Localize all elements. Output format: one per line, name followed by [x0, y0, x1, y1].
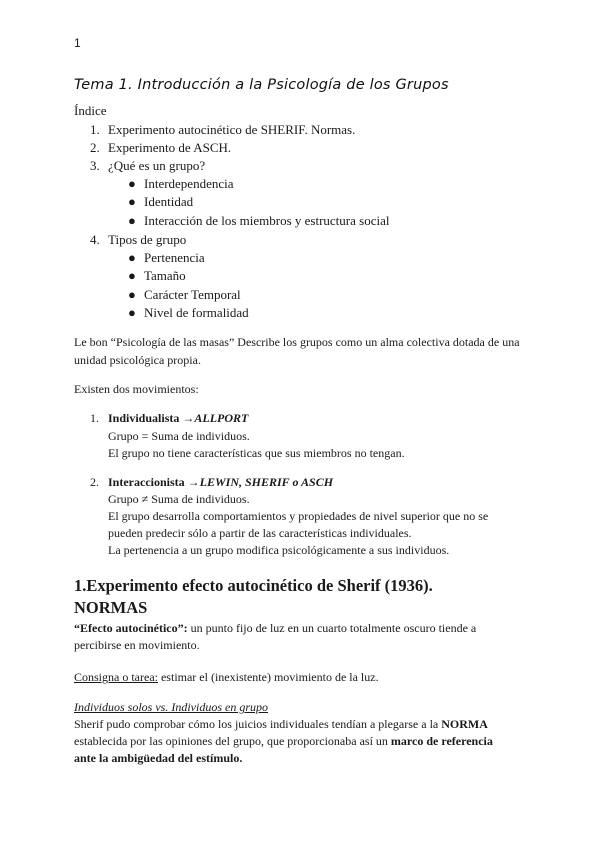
- index-item-3: 3. ¿Qué es un grupo?: [90, 158, 206, 173]
- movement-2-line: La pertenencia a un grupo modifica psicológicamente a sus individuos.: [108, 543, 450, 557]
- index-subitem: ● Tamaño: [128, 268, 186, 283]
- section-subheading: NORMAS: [74, 598, 148, 617]
- index-item-4: 4. Tipos de grupo: [90, 232, 187, 247]
- movement-2-line: pueden predecir sólo a partir de las características individuales.: [108, 526, 412, 540]
- paragraph-line-1: Sherif pudo comprobar cómo los juicios individuales tendían a plegarse a la NORMA: [74, 717, 488, 731]
- task-line: Consigna o tarea: estimar el (inexistente) movimiento de la luz.: [74, 670, 379, 684]
- movement-2-heading: 2. Interaccionista →LEWIN, SHERIF o ASCH: [90, 475, 334, 489]
- index-item-2: 2. Experimento de ASCH.: [90, 140, 232, 155]
- movement-2-line: El grupo desarrolla comportamientos y propiedades de nivel superior que no se: [108, 509, 489, 523]
- index-subitem: ● Interdependencia: [128, 176, 234, 191]
- index-subitem: ● Identidad: [128, 194, 194, 209]
- page-title: Tema 1. Introducción a la Psicología de los Grupos: [74, 77, 449, 93]
- paragraph-line-2: establecida por las opiniones del grupo, que proporcionaba así un marco de referencia: [74, 734, 493, 748]
- page-number: 1: [74, 36, 81, 50]
- movement-1-line: Grupo = Suma de individuos.: [108, 429, 250, 443]
- movement-1-line: El grupo no tiene características que sus miembros no tengan.: [108, 446, 405, 460]
- section-heading: 1.Experimento efecto autocinético de Sherif (1936).: [74, 576, 433, 595]
- intro-line-2: unidad psicológica propia.: [74, 353, 201, 367]
- effect-definition-line-2: percibirse en movimiento.: [74, 638, 200, 652]
- index-subitem: ● Interacción de los miembros y estructura social: [128, 213, 390, 228]
- effect-definition: “Efecto autocinético”: un punto fijo de luz en un cuarto totalmente oscuro tiende a: [74, 621, 477, 635]
- intro-line-1: Le bon “Psicología de las masas” Describe los grupos como un alma colectiva dotada de una: [74, 335, 520, 349]
- comparison-label: Individuos solos vs. Individuos en grupo: [74, 700, 268, 714]
- movements-label: Existen dos movimientos:: [74, 382, 199, 396]
- paragraph-line-3: ante la ambigüedad del estímulo.: [74, 751, 243, 765]
- index-subitem: ● Nivel de formalidad: [128, 305, 249, 320]
- index-subitem: ● Carácter Temporal: [128, 287, 241, 302]
- index-item-1: 1. Experimento autocinético de SHERIF. Normas.: [90, 122, 356, 137]
- movement-1-heading: 1. Individualista →ALLPORT: [90, 411, 249, 425]
- index-label: Índice: [74, 103, 107, 118]
- index-subitem: ● Pertenencia: [128, 250, 205, 265]
- movement-2-line: Grupo ≠ Suma de individuos.: [108, 492, 250, 506]
